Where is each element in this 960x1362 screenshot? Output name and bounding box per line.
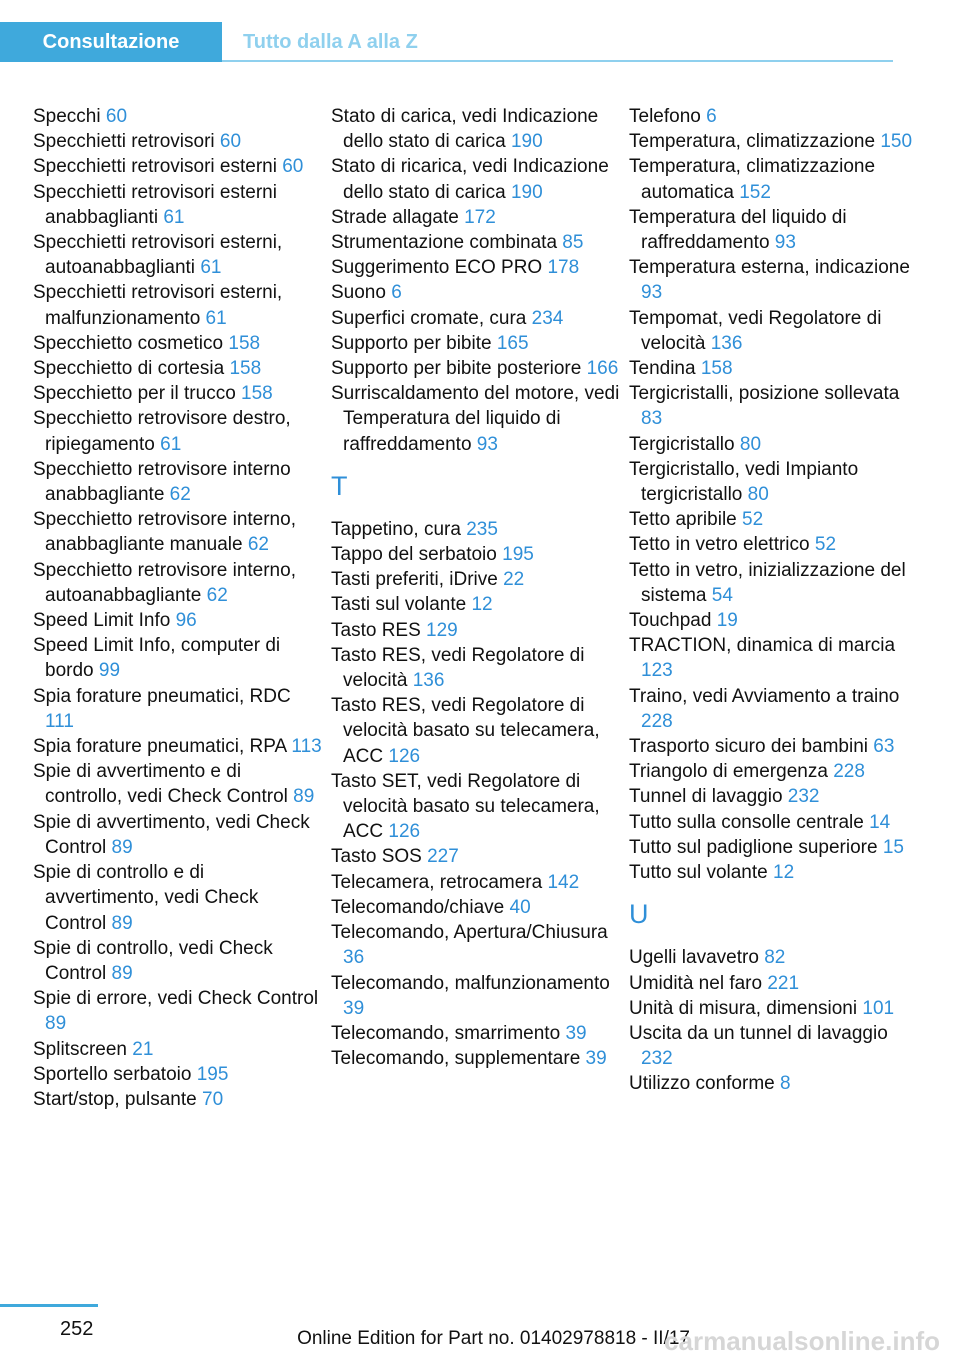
index-entry: [331, 1021, 621, 1046]
page-number: 252: [60, 1318, 94, 1340]
index-entry: [331, 895, 621, 920]
entry-page-link[interactable]: 152: [739, 181, 771, 203]
entry-term: Specchietto retrovisore destro, ripiegamento: [33, 408, 291, 455]
entry-term: Spia forature pneumatici, RDC: [33, 685, 291, 707]
entry-page-link[interactable]: 60: [282, 156, 304, 178]
entry-term: Spia forature pneumatici, RPA: [33, 736, 287, 758]
entry-page-link[interactable]: 158: [229, 358, 262, 380]
index-entry: [33, 507, 323, 557]
index-entry: [331, 870, 621, 895]
index-entry: [629, 532, 919, 557]
index-entry: [629, 784, 919, 809]
entry-page-link[interactable]: 39: [565, 1022, 587, 1044]
index-entry: [33, 280, 323, 330]
footer-divider: [0, 1304, 98, 1307]
index-entry: [331, 542, 621, 567]
entry-term: Specchietto di cortesia: [33, 358, 225, 380]
index-entry: [331, 331, 621, 356]
index-entry: [629, 945, 919, 970]
index-entry: [33, 356, 323, 381]
entry-page-link[interactable]: 158: [228, 332, 261, 354]
letter-heading-u: U: [629, 899, 649, 930]
index-entry: [629, 104, 919, 129]
index-entry: [629, 835, 919, 860]
index-entry: [629, 633, 919, 683]
entry-page-link[interactable]: 221: [767, 972, 800, 994]
entry-page-link[interactable]: 190: [510, 181, 543, 203]
entry-term: Spie di controllo e di avvertimento, vedi Check Control: [33, 862, 259, 934]
index-entry: [33, 558, 323, 608]
index-entry: [331, 230, 621, 255]
index-entry: [33, 154, 323, 179]
entry-page-link[interactable]: 70: [202, 1088, 224, 1110]
entry-page-link[interactable]: 61: [205, 307, 227, 329]
index-column-1: [33, 104, 323, 1112]
index-entry: [629, 306, 919, 356]
entry-term: Speed Limit Info: [33, 610, 171, 632]
index-entry: [629, 971, 919, 996]
entry-term: Tasto RES: [331, 619, 421, 641]
entry-term: Tutto sul volante: [629, 862, 768, 884]
entry-page-link[interactable]: 60: [105, 106, 128, 127]
edition-note: Online Edition for Part no. 01402978818 - II/17: [297, 1328, 690, 1349]
entry-term: Tunnel di lavaggio: [629, 786, 783, 808]
entry-page-link[interactable]: 61: [200, 257, 222, 279]
entry-term: Tasti sul volante: [331, 594, 467, 616]
entry-page-link[interactable]: 126: [388, 821, 421, 843]
entry-term: Telecomando/chiave: [331, 896, 505, 918]
entry-term: Tergicristallo, vedi Impianto tergicristallo: [629, 458, 859, 506]
entry-term: Ugelli lavavetro: [629, 947, 759, 969]
header-divider: [222, 60, 893, 62]
entry-page-link[interactable]: 54: [711, 584, 733, 606]
entry-term: Uscita da un tunnel di lavaggio: [629, 1022, 888, 1044]
index-entry: [331, 306, 621, 331]
entry-page-link[interactable]: 123: [641, 660, 673, 682]
entry-page-link[interactable]: 22: [503, 569, 525, 591]
entry-term: Start/stop, pulsante: [33, 1088, 197, 1110]
entry-term: Tutto sulla consolle centrale: [629, 811, 864, 833]
entry-page-link[interactable]: 14: [869, 811, 891, 833]
entry-page-link[interactable]: 63: [873, 736, 895, 758]
entry-term: Specchietto cosmetico: [33, 332, 224, 354]
entry-term: Telecomando, supplementare: [331, 1048, 581, 1070]
entry-term: Temperatura esterna, indicazione: [629, 257, 910, 279]
entry-page-link[interactable]: 111: [45, 710, 74, 732]
index-entry: [331, 567, 621, 592]
entry-term: Utilizzo conforme: [629, 1073, 775, 1095]
index-entry: [331, 769, 621, 845]
entry-page-link[interactable]: 195: [502, 544, 534, 566]
entry-page-link[interactable]: 166: [586, 358, 619, 380]
entry-page-link[interactable]: 228: [641, 710, 673, 732]
entry-term: Tasto RES, vedi Regolatore di velocità: [331, 644, 585, 692]
entry-term: Stato di carica, vedi Indicazione dello stato di carica: [331, 106, 599, 153]
entry-list: [331, 104, 621, 457]
index-entry: [629, 205, 919, 255]
watermark: carmanualsonline.info: [664, 1326, 940, 1356]
entry-page-link[interactable]: 89: [293, 786, 315, 808]
entry-page-link[interactable]: 158: [241, 383, 273, 405]
entry-term: Specchietto retrovisore interno, anabbagliante manuale: [33, 509, 296, 556]
entry-term: Temperatura, climatizzazione: [629, 131, 876, 153]
entry-page-link[interactable]: 61: [160, 433, 182, 455]
entry-term: Tutto sul padiglione superiore: [629, 836, 878, 858]
index-entry: [33, 986, 323, 1036]
entry-page-link[interactable]: 83: [641, 408, 663, 430]
index-entry: [629, 608, 919, 633]
index-entry: [33, 734, 323, 759]
index-entry: [629, 129, 919, 154]
entry-term: Tappo del serbatoio: [331, 544, 497, 566]
entry-page-link[interactable]: 89: [111, 962, 133, 984]
entry-term: Spie di errore, vedi Check Control: [33, 988, 319, 1010]
entry-page-link[interactable]: 136: [412, 670, 445, 692]
entry-page-link[interactable]: 21: [132, 1038, 154, 1060]
entry-term: Tasti preferiti, iDrive: [331, 569, 498, 591]
entry-page-link[interactable]: 85: [562, 232, 584, 254]
index-entry: [33, 936, 323, 986]
entry-term: Tendina: [629, 358, 696, 380]
entry-page-link[interactable]: 80: [747, 484, 769, 506]
index-entry: [331, 517, 621, 542]
entry-page-link[interactable]: 89: [45, 1013, 67, 1035]
index-entry: [331, 205, 621, 230]
entry-term: Tetto in vetro, inizializzazione del sistema: [629, 559, 906, 606]
entry-term: Suggerimento ECO PRO: [331, 257, 543, 279]
entry-page-link[interactable]: 89: [111, 912, 133, 934]
entry-page-link[interactable]: 235: [466, 518, 498, 540]
entry-term: Tasto SOS: [331, 846, 422, 868]
entry-page-link[interactable]: 101: [862, 997, 895, 1019]
index-entry: [629, 356, 919, 381]
entry-term: Specchietti retrovisori esterni anabbaglianti: [33, 181, 277, 228]
index-entry: [629, 810, 919, 835]
index-entry: [33, 759, 323, 809]
index-entry: [33, 331, 323, 356]
entry-page-link[interactable]: 172: [464, 206, 496, 228]
entry-term: Spie di avvertimento, vedi Check Control: [33, 811, 310, 858]
entry-term: Triangolo di emergenza: [629, 761, 828, 783]
entry-page-link[interactable]: 96: [175, 610, 197, 632]
entry-term: Specchietti retrovisori esterni, malfunzionamento: [33, 282, 283, 329]
entry-term: Specchietto retrovisore interno, autoanabbagliante: [33, 559, 296, 606]
index-entry: [33, 608, 323, 633]
entry-term: Specchietti retrovisori esterni, autoanabbaglianti: [33, 232, 283, 279]
entry-page-link[interactable]: 93: [476, 433, 498, 455]
index-entry: [331, 356, 621, 381]
entry-term: Superfici cromate, cura: [331, 307, 527, 329]
entry-term: Sportello serbatoio: [33, 1063, 192, 1085]
index-entry: [33, 129, 323, 154]
entry-term: Specchietto retrovisore interno anabbagliante: [33, 458, 291, 506]
entry-page-link[interactable]: 62: [206, 584, 228, 606]
section-tab-consultazione[interactable]: Consultazione: [0, 22, 222, 62]
entry-term: Strade allagate: [331, 206, 459, 228]
entry-page-link[interactable]: 60: [219, 131, 242, 153]
index-entry: [629, 381, 919, 431]
index-entry: [331, 1046, 621, 1071]
entry-page-link[interactable]: 232: [787, 786, 820, 808]
entry-term: Tetto in vetro elettrico: [629, 534, 810, 556]
entry-page-link[interactable]: 62: [247, 534, 269, 556]
entry-list: [33, 104, 323, 1112]
index-entry: [331, 844, 621, 869]
entry-term: Traino, vedi Avviamento a traino: [629, 685, 900, 707]
entry-page-link[interactable]: 227: [427, 846, 459, 868]
entry-page-link[interactable]: 39: [585, 1048, 607, 1070]
index-entry: [629, 860, 919, 885]
entry-term: Suono: [331, 282, 386, 304]
index-entry: [331, 104, 621, 154]
section-tab-a-to-z[interactable]: Tutto dalla A alla Z: [243, 30, 418, 53]
index-entry: [629, 255, 919, 305]
index-entry: [33, 230, 323, 280]
entry-page-link[interactable]: 12: [471, 594, 493, 616]
entry-page-link[interactable]: 99: [98, 660, 121, 682]
entry-term: Supporto per bibite: [331, 332, 492, 354]
index-entry: [629, 1021, 919, 1071]
index-entry: [33, 684, 323, 734]
entry-page-link[interactable]: 8: [780, 1073, 791, 1095]
index-entry: [629, 996, 919, 1021]
index-entry: [629, 759, 919, 784]
index-entry: [331, 154, 621, 204]
entry-page-link[interactable]: 80: [739, 433, 762, 455]
entry-term: Splitscreen: [33, 1038, 127, 1060]
entry-page-link[interactable]: 6: [391, 282, 402, 304]
index-entry: [33, 860, 323, 936]
entry-term: TRACTION, dinamica di marcia: [629, 635, 896, 657]
entry-page-link[interactable]: 6: [706, 106, 717, 127]
entry-term: Tasto SET, vedi Regolatore di velocità basato su telecamera, ACC: [331, 770, 600, 843]
index-entry: [629, 684, 919, 734]
index-entry: [33, 810, 323, 860]
entry-term: Supporto per bibite posteriore: [331, 358, 582, 380]
index-entry: [331, 381, 621, 457]
entry-term: Specchietti retrovisori: [33, 131, 215, 153]
entry-page-link[interactable]: 113: [291, 736, 322, 758]
entry-list: [629, 104, 919, 885]
index-entry: [33, 1037, 323, 1062]
entry-term: Tergicristalli, posizione sollevata: [629, 383, 900, 405]
page-header: [0, 22, 893, 62]
entry-page-link[interactable]: 40: [509, 896, 531, 918]
index-entry: [331, 693, 621, 769]
index-entry: [331, 971, 621, 1021]
entry-term: Tappetino, cura: [331, 518, 461, 540]
index-entry: [629, 457, 919, 507]
entry-page-link[interactable]: 195: [196, 1063, 229, 1085]
entry-term: Specchietti retrovisori esterni: [33, 156, 277, 178]
entry-page-link[interactable]: 12: [773, 862, 795, 884]
entry-term: Umidità nel faro: [629, 972, 763, 994]
entry-page-link[interactable]: 93: [774, 232, 796, 254]
index-entry: [33, 633, 323, 683]
entry-page-link[interactable]: 150: [880, 131, 913, 153]
entry-page-link[interactable]: 15: [882, 836, 904, 858]
entry-page-link[interactable]: 39: [343, 997, 365, 1019]
entry-page-link[interactable]: 89: [111, 836, 133, 858]
entry-term: Spie di avvertimento e di controllo, vedi Check Control: [33, 761, 288, 808]
entry-term: Stato di ricarica, vedi Indicazione dello stato di carica: [331, 156, 609, 203]
entry-term: Temperatura, climatizzazione automatica: [629, 156, 876, 203]
entry-term: Tergicristallo: [629, 433, 735, 455]
index-entry: [629, 734, 919, 759]
entry-page-link[interactable]: 165: [496, 332, 529, 354]
entry-page-link[interactable]: 61: [163, 206, 185, 228]
entry-page-link[interactable]: 52: [814, 534, 837, 556]
entry-list: [629, 945, 919, 1096]
index-entry: [33, 406, 323, 456]
index-column-2: [331, 104, 621, 1071]
entry-page-link[interactable]: 126: [388, 745, 421, 767]
entry-page-link[interactable]: 178: [547, 257, 580, 279]
entry-page-link[interactable]: 52: [742, 509, 764, 531]
entry-term: Telecamera, retrocamera: [331, 871, 543, 893]
index-entry: [629, 1071, 919, 1096]
entry-term: Touchpad: [629, 610, 712, 632]
entry-term: Telefono: [629, 106, 701, 127]
index-entry: [629, 507, 919, 532]
entry-term: Unità di misura, dimensioni: [629, 997, 858, 1019]
entry-page-link[interactable]: 36: [343, 947, 365, 969]
index-entry: [331, 618, 621, 643]
index-entry: [33, 457, 323, 507]
entry-page-link[interactable]: 158: [700, 358, 733, 380]
entry-term: Speed Limit Info, computer di bordo: [33, 635, 281, 682]
entry-term: Spie di controllo, vedi Check Control: [33, 937, 273, 984]
index-entry: [33, 180, 323, 230]
entry-term: Tempomat, vedi Regolatore di velocità: [629, 307, 882, 354]
index-entry: [629, 432, 919, 457]
index-entry: [33, 381, 323, 406]
index-column-3: [629, 104, 919, 1097]
index-entry: [33, 1062, 323, 1087]
entry-term: Tetto apribile: [629, 509, 737, 531]
entry-page-link[interactable]: 234: [531, 307, 564, 329]
entry-term: Tasto RES, vedi Regolatore di velocità basato su telecamera, ACC: [331, 695, 600, 767]
entry-term: Temperatura del liquido di raffreddamento: [629, 206, 847, 254]
entry-page-link[interactable]: 93: [641, 282, 663, 304]
index-entry: [33, 1087, 323, 1112]
index-entry: [331, 280, 621, 305]
entry-term: Specchietto per il trucco: [33, 383, 236, 405]
index-entry: [331, 592, 621, 617]
entry-term: Telecomando, malfunzionamento: [331, 972, 610, 994]
letter-heading-t: T: [331, 470, 348, 501]
entry-page-link[interactable]: 62: [169, 484, 191, 506]
entry-page-link[interactable]: 232: [641, 1048, 673, 1070]
entry-page-link[interactable]: 142: [547, 871, 580, 893]
entry-list: [331, 517, 621, 1071]
entry-term: Telecomando, smarrimento: [331, 1022, 561, 1044]
entry-term: Strumentazione combinata: [331, 232, 558, 254]
index-entry: [331, 255, 621, 280]
index-entry: [629, 558, 919, 608]
index-entry: [629, 154, 919, 204]
entry-page-link[interactable]: 190: [510, 131, 543, 153]
entry-term: Telecomando, Apertura/Chiusura: [331, 922, 608, 944]
entry-term: Specchi: [33, 106, 101, 127]
entry-page-link[interactable]: 82: [764, 947, 786, 969]
index-entry: [331, 920, 621, 970]
entry-page-link[interactable]: 228: [833, 761, 865, 783]
entry-page-link[interactable]: 19: [716, 610, 738, 632]
entry-term: Trasporto sicuro dei bambini: [629, 736, 869, 758]
entry-term: Surriscaldamento del motore, vedi Temperatura del liquido di raffreddamento: [331, 383, 620, 455]
index-entry: [331, 643, 621, 693]
entry-page-link[interactable]: 136: [710, 332, 743, 354]
index-entry: [33, 104, 323, 129]
entry-page-link[interactable]: 129: [426, 619, 458, 641]
